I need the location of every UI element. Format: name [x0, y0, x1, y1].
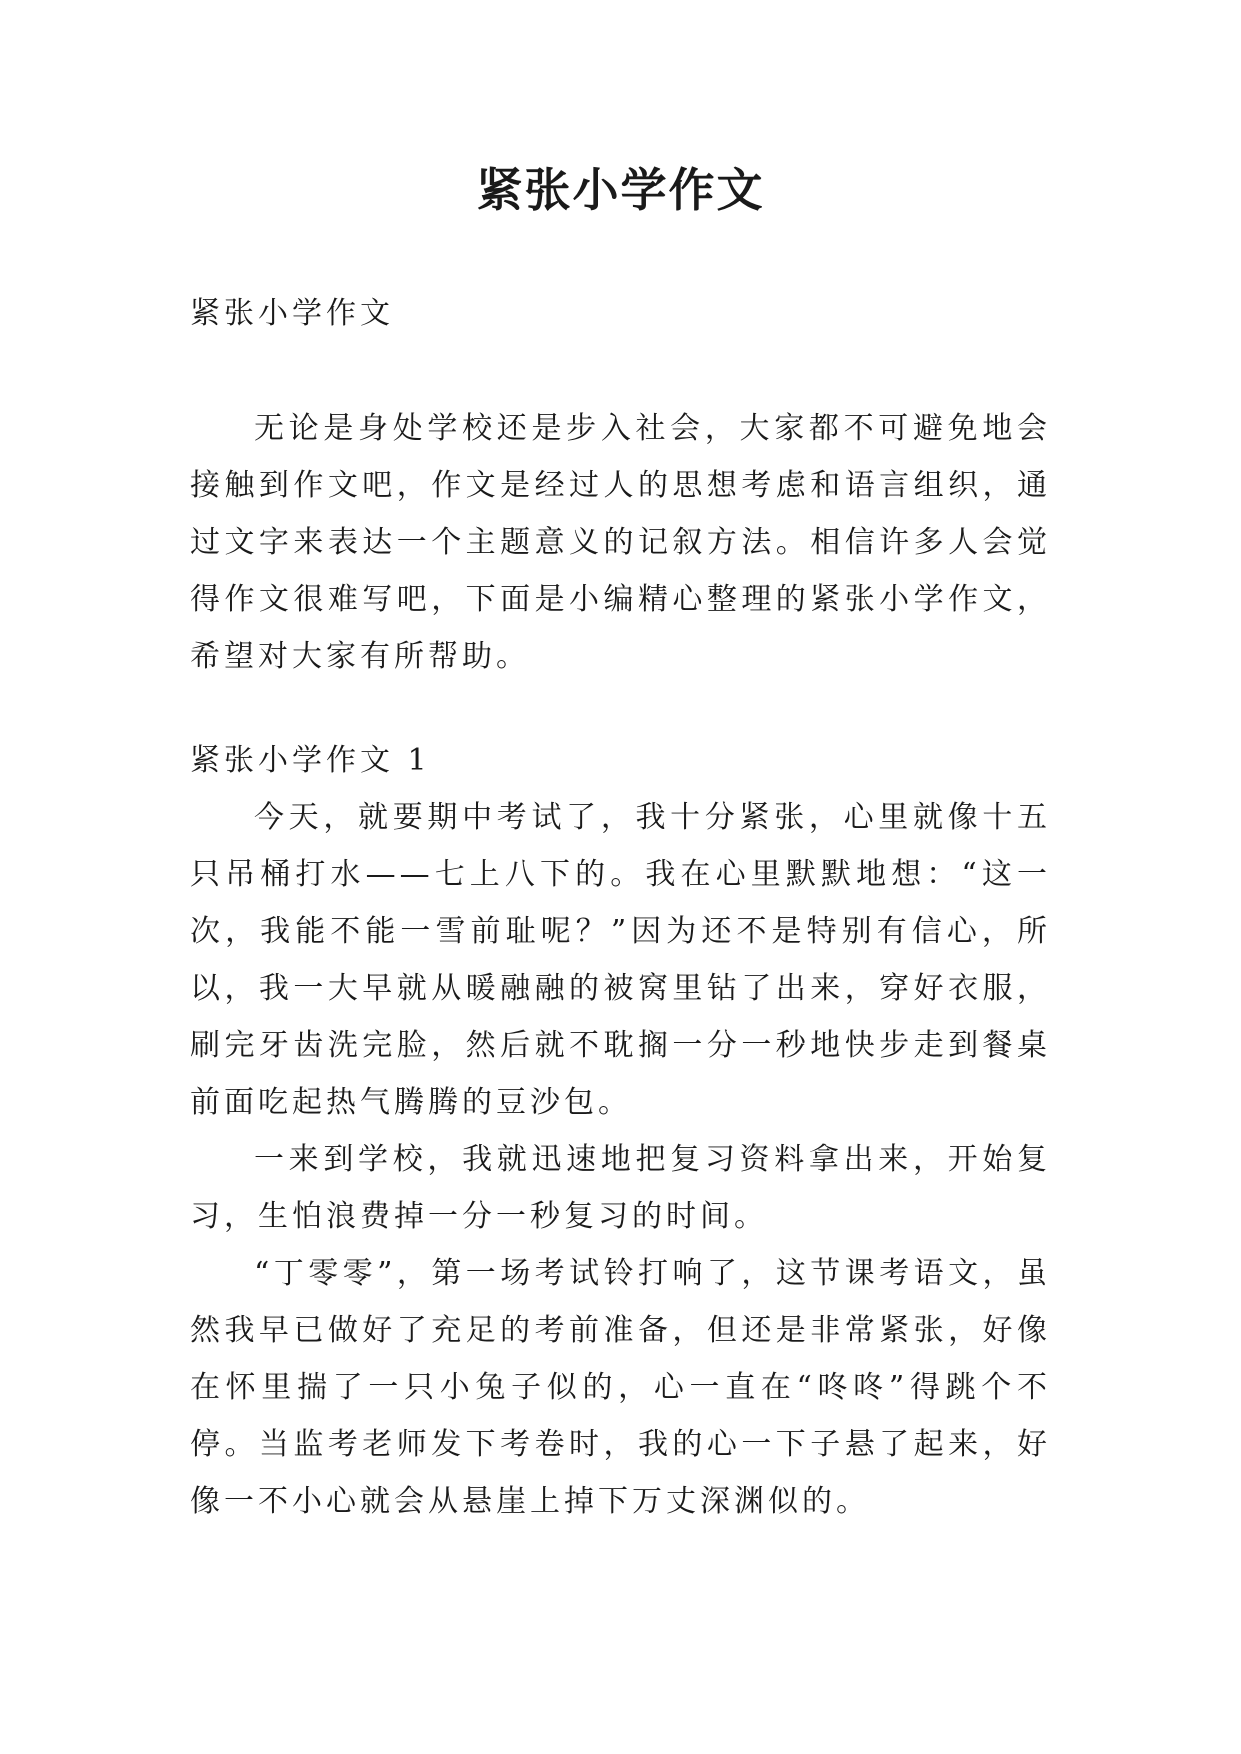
document-subtitle: 紧张小学作文	[190, 296, 394, 331]
section-body	[190, 789, 1051, 1530]
document-title: 紧张小学作文	[476, 163, 765, 217]
body-paragraph-2: 一来到学校，我就迅速地把复习资料拿出来，开始复习，生怕浪费掉一分一秒复习的时间。	[190, 1142, 1051, 1234]
section-heading: 紧张小学作文 1	[190, 743, 431, 778]
body-paragraph-3: “丁零零”，第一场考试铃打响了，这节课考语文，虽然我早已做好了充足的考前准备，但还是非常紧张，好像在怀里揣了一只小兔子似的，心一直在“咚咚”得跳个不停。当监考老师发下考卷时，我的心一下子悬了起来，好像一不小心就会从悬崖上掉下万丈深渊似的。	[190, 1256, 1051, 1519]
intro-paragraph: 无论是身处学校还是步入社会，大家都不可避免地会接触到作文吧，作文是经过人的思想考虑和语言组织，通过文字来表达一个主题意义的记叙方法。相信许多人会觉得作文很难写吧，下面是小编精心整理的紧张小学作文，希望对大家有所帮助。	[190, 411, 1051, 674]
body-paragraph-1: 今天，就要期中考试了，我十分紧张，心里就像十五只吊桶打水——七上八下的。我在心里默默地想：“这一次，我能不能一雪前耻呢？”因为还不是特别有信心，所以，我一大早就从暖融融的被窝里钻了出来，穿好衣服，刷完牙齿洗完脸，然后就不耽搁一分一秒地快步走到餐桌前面吃起热气腾腾的豆沙包。	[190, 800, 1051, 1120]
intro-section	[190, 400, 1051, 685]
